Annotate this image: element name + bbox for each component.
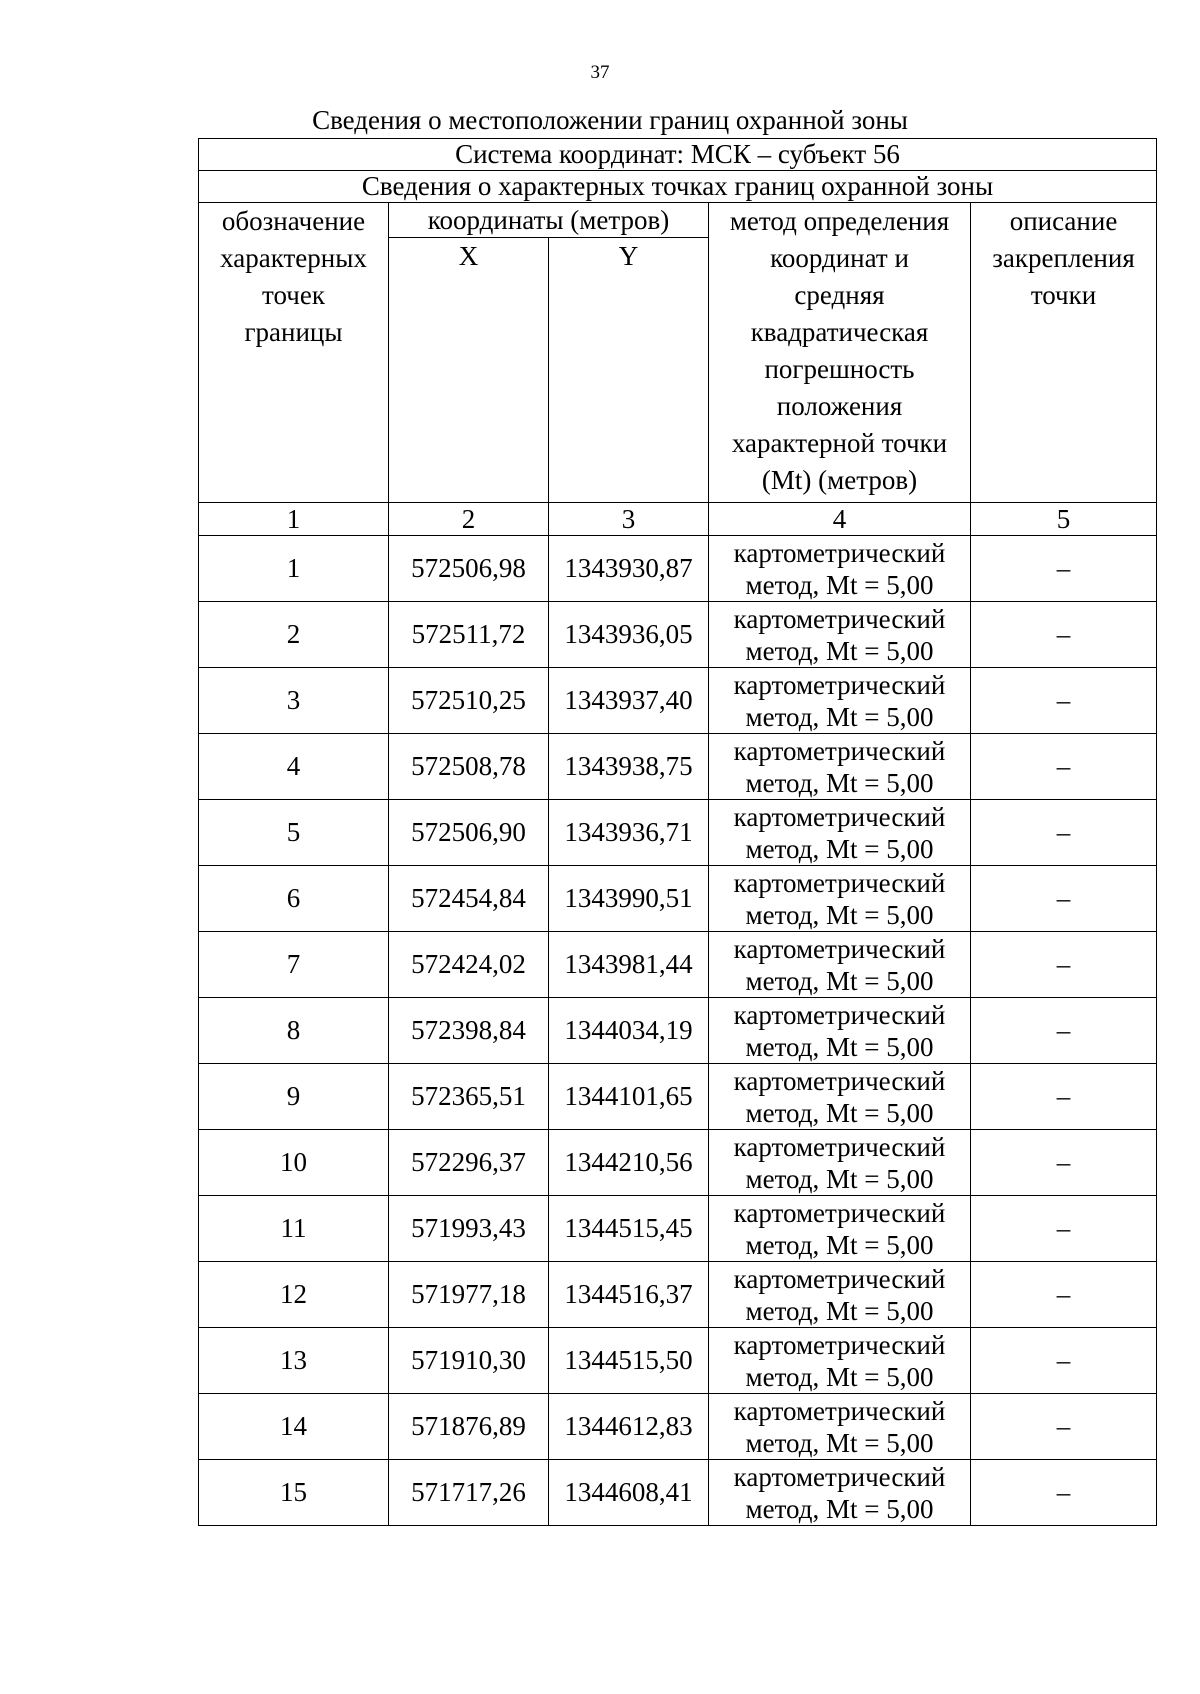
header-designation-line: точек (262, 280, 325, 310)
point-number-cell: 10 (199, 1130, 389, 1196)
y-coordinate-cell: 1344101,65 (549, 1064, 709, 1130)
table-row (199, 734, 1157, 800)
x-coordinate-cell: 572398,84 (389, 998, 549, 1064)
method-line: картометрический (733, 801, 946, 832)
method-cell (709, 668, 971, 734)
method-cell (709, 602, 971, 668)
y-coordinate-cell: 1344210,56 (549, 1130, 709, 1196)
header-coordinates: координаты (метров) (389, 203, 709, 238)
description-cell: – (971, 1394, 1157, 1460)
description-cell: – (971, 536, 1157, 602)
description-cell: – (971, 800, 1157, 866)
description-cell: – (971, 1130, 1157, 1196)
method-cell (709, 1328, 971, 1394)
y-coordinate-cell: 1344515,45 (549, 1196, 709, 1262)
table-row (199, 998, 1157, 1064)
method-line: картометрический (733, 1461, 946, 1492)
description-cell: – (971, 932, 1157, 998)
y-coordinate-cell: 1343981,44 (549, 932, 709, 998)
table-row (199, 602, 1157, 668)
method-cell (709, 1460, 971, 1526)
header-method-line: погрешность (764, 354, 915, 384)
point-number-cell: 3 (199, 668, 389, 734)
header-description-line: закрепления (992, 243, 1135, 273)
y-coordinate-cell: 1343936,71 (549, 800, 709, 866)
description-cell: – (971, 866, 1157, 932)
description-cell: – (971, 734, 1157, 800)
point-number-cell: 7 (199, 932, 389, 998)
document-title: Сведения о местоположении границ охранной зоны (312, 105, 908, 135)
table-row (199, 1262, 1157, 1328)
method-line: картометрический (733, 1263, 946, 1294)
column-number: 1 (199, 503, 389, 536)
table-row (199, 536, 1157, 602)
header-description-line: точки (1030, 280, 1097, 310)
point-number-cell: 13 (199, 1328, 389, 1394)
header-description-line: описание (1009, 206, 1118, 236)
y-coordinate-cell: 1344034,19 (549, 998, 709, 1064)
description-cell: – (971, 1262, 1157, 1328)
x-coordinate-cell: 571977,18 (389, 1262, 549, 1328)
header-method (709, 203, 971, 503)
page-number: 37 (590, 62, 610, 83)
method-cell (709, 1196, 971, 1262)
method-cell (709, 734, 971, 800)
method-line: картометрический (733, 1197, 946, 1228)
x-coordinate-cell: 572508,78 (389, 734, 549, 800)
header-method-line: координат и (770, 243, 909, 273)
column-number: 2 (389, 503, 549, 536)
x-coordinate-cell: 571993,43 (389, 1196, 549, 1262)
section-title-row (199, 171, 1157, 203)
header-method-line: положения (776, 391, 903, 421)
table-row (199, 1394, 1157, 1460)
method-cell (709, 1394, 971, 1460)
y-coordinate-cell: 1344515,50 (549, 1328, 709, 1394)
table-row (199, 866, 1157, 932)
method-line: картометрический (733, 867, 946, 898)
method-line: метод, Mt = 5,00 (745, 1031, 934, 1062)
method-line: картометрический (733, 1065, 946, 1096)
x-coordinate-cell: 571876,89 (389, 1394, 549, 1460)
method-line: картометрический (733, 999, 946, 1030)
method-line: метод, Mt = 5,00 (745, 1097, 934, 1128)
method-cell (709, 998, 971, 1064)
point-number-cell: 9 (199, 1064, 389, 1130)
description-cell: – (971, 998, 1157, 1064)
y-coordinate-cell: 1343936,05 (549, 602, 709, 668)
y-coordinate-cell: 1344516,37 (549, 1262, 709, 1328)
method-line: картометрический (733, 933, 946, 964)
method-line: картометрический (733, 537, 946, 568)
description-cell: – (971, 1328, 1157, 1394)
section-title: Сведения о характерных точках границ охранной зоны (199, 171, 1157, 203)
coordinate-system-label: Система координат: МСК – субъект 56 (199, 139, 1157, 171)
x-coordinate-cell: 572511,72 (389, 602, 549, 668)
method-line: метод, Mt = 5,00 (745, 569, 934, 600)
x-coordinate-cell: 572506,90 (389, 800, 549, 866)
method-cell (709, 932, 971, 998)
header-designation-line: обозначение (221, 206, 366, 236)
table-row (199, 1064, 1157, 1130)
table-row (199, 1130, 1157, 1196)
method-line: метод, Mt = 5,00 (745, 767, 934, 798)
method-cell (709, 1262, 971, 1328)
method-cell (709, 1064, 971, 1130)
point-number-cell: 12 (199, 1262, 389, 1328)
method-line: метод, Mt = 5,00 (745, 1229, 934, 1260)
header-method-line: (Mt) (метров) (761, 465, 918, 495)
y-coordinate-cell: 1344608,41 (549, 1460, 709, 1526)
x-coordinate-cell: 572506,98 (389, 536, 549, 602)
x-coordinate-cell: 572424,02 (389, 932, 549, 998)
header-designation-line: границы (244, 317, 343, 347)
x-coordinate-cell: 572510,25 (389, 668, 549, 734)
header-description (971, 203, 1157, 503)
method-line: картометрический (733, 603, 946, 634)
point-number-cell: 11 (199, 1196, 389, 1262)
method-line: метод, Mt = 5,00 (745, 899, 934, 930)
method-line: картометрический (733, 735, 946, 766)
table-row (199, 932, 1157, 998)
method-line: метод, Mt = 5,00 (745, 1361, 934, 1392)
header-method-line: метод определения (729, 206, 950, 236)
method-line: метод, Mt = 5,00 (745, 965, 934, 996)
table-row (199, 1328, 1157, 1394)
column-number: 5 (971, 503, 1157, 536)
header-designation-line: характерных (220, 243, 367, 273)
method-line: метод, Mt = 5,00 (745, 635, 934, 666)
method-line: метод, Mt = 5,00 (745, 1493, 934, 1524)
coordinate-system-row (199, 139, 1157, 171)
point-number-cell: 14 (199, 1394, 389, 1460)
description-cell: – (971, 1196, 1157, 1262)
table-row (199, 1196, 1157, 1262)
method-line: картометрический (733, 1329, 946, 1360)
method-line: картометрический (733, 1131, 946, 1162)
column-header-row (199, 203, 1157, 238)
y-coordinate-cell: 1343938,75 (549, 734, 709, 800)
description-cell: – (971, 668, 1157, 734)
x-coordinate-cell: 572454,84 (389, 866, 549, 932)
description-cell: – (971, 1064, 1157, 1130)
header-y: Y (549, 238, 709, 503)
point-number-cell: 4 (199, 734, 389, 800)
method-line: картометрический (733, 669, 946, 700)
method-cell (709, 1130, 971, 1196)
table-row (199, 668, 1157, 734)
point-number-cell: 15 (199, 1460, 389, 1526)
method-line: метод, Mt = 5,00 (745, 833, 934, 864)
table-row (199, 1460, 1157, 1526)
column-number: 3 (549, 503, 709, 536)
point-number-cell: 5 (199, 800, 389, 866)
column-number-row (199, 503, 1157, 536)
y-coordinate-cell: 1344612,83 (549, 1394, 709, 1460)
header-method-line: квадратическая (750, 317, 929, 347)
point-number-cell: 6 (199, 866, 389, 932)
x-coordinate-cell: 571717,26 (389, 1460, 549, 1526)
method-cell (709, 536, 971, 602)
boundary-points-table (198, 138, 1157, 1526)
description-cell: – (971, 602, 1157, 668)
method-line: метод, Mt = 5,00 (745, 1295, 934, 1326)
header-x: X (389, 238, 549, 503)
header-method-line: средняя (794, 280, 885, 310)
point-number-cell: 2 (199, 602, 389, 668)
method-line: метод, Mt = 5,00 (745, 1163, 934, 1194)
y-coordinate-cell: 1343930,87 (549, 536, 709, 602)
method-line: картометрический (733, 1395, 946, 1426)
y-coordinate-cell: 1343937,40 (549, 668, 709, 734)
x-coordinate-cell: 572296,37 (389, 1130, 549, 1196)
column-number: 4 (709, 503, 971, 536)
y-coordinate-cell: 1343990,51 (549, 866, 709, 932)
description-cell: – (971, 1460, 1157, 1526)
method-line: метод, Mt = 5,00 (745, 701, 934, 732)
x-coordinate-cell: 572365,51 (389, 1064, 549, 1130)
method-line: метод, Mt = 5,00 (745, 1427, 934, 1458)
header-designation (199, 203, 389, 503)
point-number-cell: 1 (199, 536, 389, 602)
header-method-line: характерной точки (731, 428, 948, 458)
method-cell (709, 866, 971, 932)
method-cell (709, 800, 971, 866)
table-body (199, 139, 1157, 1526)
x-coordinate-cell: 571910,30 (389, 1328, 549, 1394)
table-row (199, 800, 1157, 866)
point-number-cell: 8 (199, 998, 389, 1064)
